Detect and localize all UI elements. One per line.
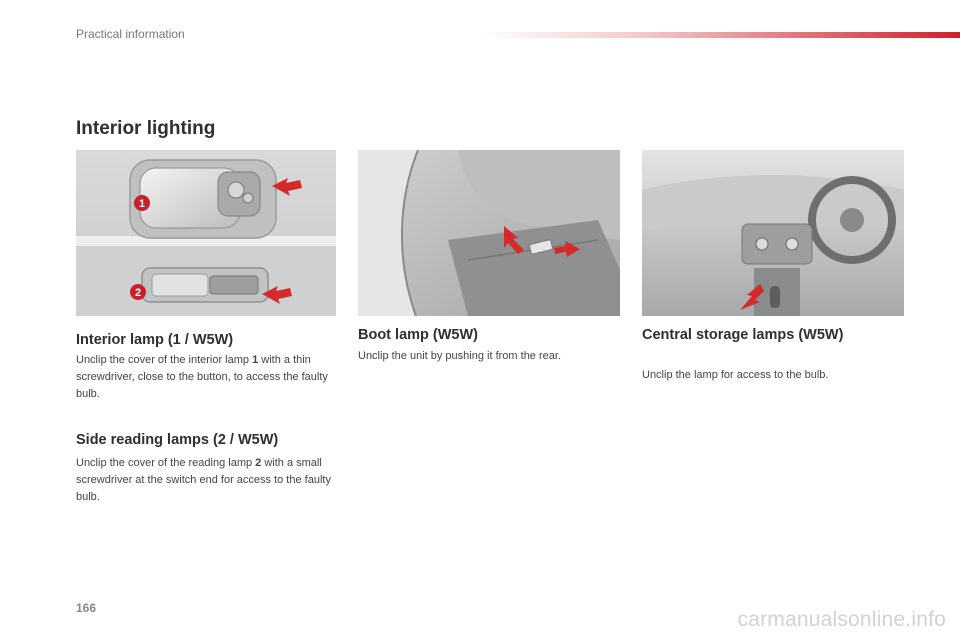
interior-lamp-text: Unclip the cover of the interior lamp 1 with a thin screwdriver, close to the button, to access the faulty bulb. [76, 354, 328, 400]
watermark: carmanualsonline.info [737, 608, 946, 631]
side-reading-lamps-text: Unclip the cover of the reading lamp 2 with a small screwdriver at the switch end for access to the faulty bulb. [76, 457, 331, 503]
side-reading-lamps-heading: Side reading lamps (2 / W5W) [76, 432, 279, 448]
boot-lamp-heading: Boot lamp (W5W) [358, 327, 479, 343]
lamp-ref-1: 1 [252, 354, 259, 366]
callout-1-label: 1 [138, 198, 146, 210]
lamp-ref-2: 2 [255, 457, 262, 469]
interior-lamp-illustration [76, 150, 336, 316]
central-storage-lamps-text: Unclip the lamp for access to the bulb. [642, 369, 829, 381]
header-accent-bar [480, 32, 960, 38]
section-header: Practical information [76, 27, 185, 41]
boot-lamp-illustration [358, 150, 620, 316]
interior-lamp-heading: Interior lamp (1 / W5W) [76, 332, 234, 348]
central-storage-lamp-illustration [642, 150, 904, 316]
central-storage-lamps-heading: Central storage lamps (W5W) [642, 327, 844, 343]
callout-2-label: 2 [134, 287, 142, 299]
boot-lamp-text: Unclip the unit by pushing it from the rear. [358, 350, 561, 362]
page-title: Interior lighting [76, 118, 216, 139]
page-number: 166 [76, 601, 97, 615]
